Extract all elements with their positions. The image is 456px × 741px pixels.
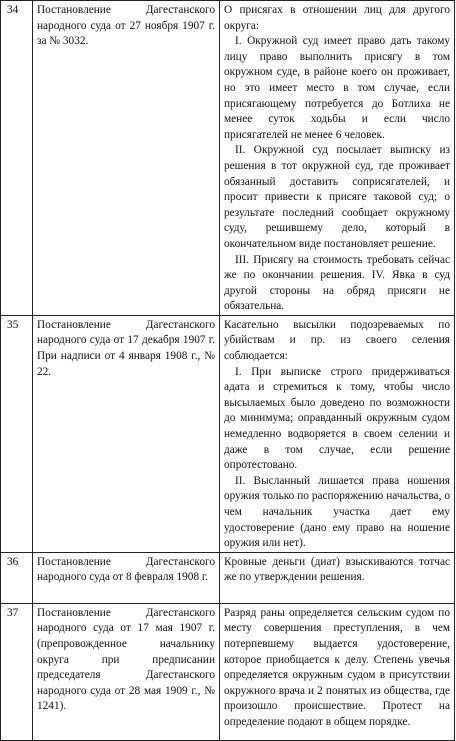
content-cell [220,1,455,316]
table-row [1,1,455,316]
table-row [1,603,455,740]
row-number: 37 [1,603,33,740]
row-number: 36 [1,552,33,603]
content-cell [220,603,455,740]
source-cell: Постановление Дагестанского народного суда от 17 декабря 1907 г. При надписи от 4 января 1908 г., № 22. [33,315,220,552]
content-paragraph: О присягах в отношении лиц для другого округа: [224,4,450,32]
row-number: 34 [1,1,33,316]
table-row [1,552,455,603]
content-paragraph: I. При выписке строго придерживаться адата и стремиться к тому, чтобы число высылаемых было доведено по возможности до минимума; оправданный окружным судом немедленно водворяется в своем селении и даже в том случае, если решение опротестовано. [224,365,450,472]
table-row [1,315,455,552]
source-cell: Постановление Дагестанского народного суда от 17 мая 1907 г. (препровожденное начальнику округа при предписании председателя Дагестанского народного суда от 28 мая 1909 г., № 1241). [33,603,220,740]
content-paragraph: I. Окружной суд имеет право дать такому лицу право выполнить присягу в том окружном суде, в районе коего он проживает, но это имеет место в том случае, если присягающему потребуется до Ботлиха не менее суток ходьбы и если число присягателей не менее 6 человек. [224,35,450,141]
content-paragraph: II. Высланный лишается права ношения оружия только по распоряжению начальства, о чем начальник участка дает ему удостоверение (дано ему право на ношение оружия или нет). [224,474,450,550]
content-cell [220,315,455,552]
content-paragraph: Разряд раны определяется сельским судом по месту совершения преступления, в чем потерпевшему выдается удостоверение, которое приобщается к делу. Степень увечья определяется окружным судом в присутствии окружного врача и 2 понятых из общества, где произошло происшествие. Протест на определение подают в общем порядке. [224,606,450,728]
content-paragraph: Кровные деньги (диат) взыскиваются тотчас же по утверждении решения. [224,555,450,584]
content-cell [220,552,455,603]
source-cell: Постановление Дагестанского народного суда от 8 февраля 1908 г. [33,552,220,603]
row-number: 35 [1,315,33,552]
content-paragraph: Касательно высылки подозреваемых по убийствам и пр. из своего селения соблюдается: [224,318,450,363]
source-cell: Постановление Дагестанского народного суда от 27 ноября 1907 г. за № 3032. [33,1,220,316]
content-paragraph: III. Присягу на стоимость требовать сейчас же по окончании решения. IV. Явка в суд другой стороны на обряд присяги не обязательна. [224,253,450,313]
content-paragraph: II. Окружной суд посылает выписку из решения в тот окружной суд, где проживает обязанный доставить соприсягателей, и просит привести к присяге таковой суд; о результате последний сообщает окружному суду, решившему дело, который в окончательном виде постановляет решение. [224,144,450,250]
